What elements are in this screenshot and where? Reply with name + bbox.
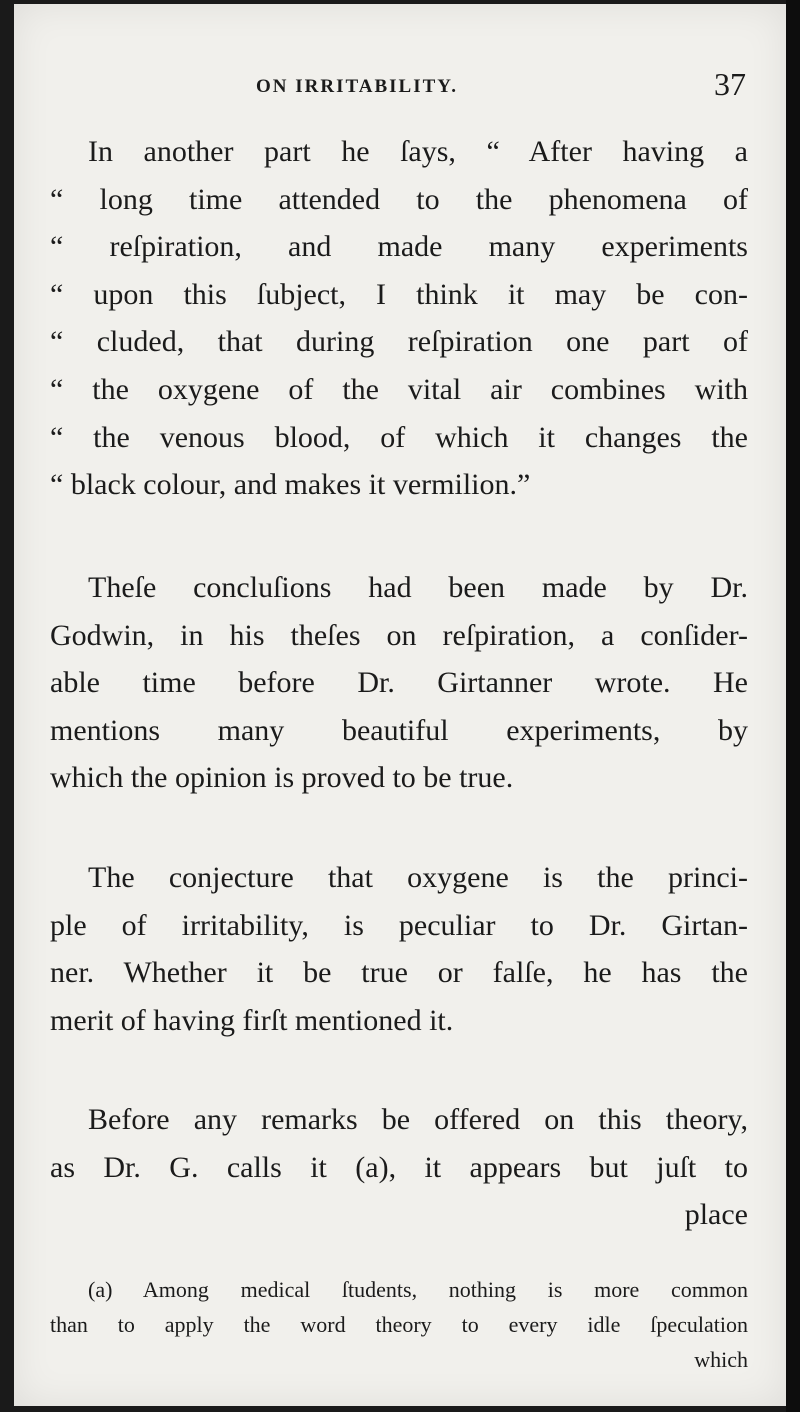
text-line: In another part he ſays, “ After having a: [88, 135, 748, 168]
footnote: [50, 1272, 748, 1377]
text-line: ner. Whether it be true or falſe, he has the: [50, 956, 748, 990]
text-line: Godwin, in his theſes on reſpiration, a conſider-: [50, 618, 748, 652]
text-line: which the opinion is proved to be true.: [50, 761, 514, 795]
page-shadow-edge: [786, 0, 800, 1412]
text-line: mentions many beautiful experiments, by: [50, 713, 748, 747]
text-line: able time before Dr. Girtanner wrote. He: [50, 666, 748, 700]
footnote-line: than to apply the word theory to every idle ſpeculation: [50, 1312, 748, 1337]
book-page: [14, 4, 786, 1406]
running-title: ON IRRITABILITY.: [256, 76, 458, 97]
text-line: The conjecture that oxygene is the princi-: [88, 861, 748, 894]
paragraph-4: [50, 1096, 748, 1239]
text-line: ple of irritability, is peculiar to Dr. Girtan-: [50, 908, 748, 942]
text-line: “ the venous blood, of which it changes the: [50, 420, 748, 454]
text-line: “ reſpiration, and made many experiments: [50, 230, 748, 264]
text-line: Before any remarks be offered on this theory,: [88, 1103, 748, 1136]
text-line: “ cluded, that during reſpiration one part of: [50, 325, 748, 359]
paragraph-3: [50, 854, 748, 1044]
text-line: Theſe concluſions had been made by Dr.: [88, 571, 748, 604]
page-number: 37: [714, 66, 746, 102]
text-line: merit of having firſt mentioned it.: [50, 1003, 454, 1037]
text-line: “ black colour, and makes it vermilion.”: [50, 468, 531, 502]
paragraph-1: [50, 128, 748, 509]
paragraph-2: [50, 564, 748, 802]
page-header: [14, 66, 786, 106]
text-line: “ the oxygene of the vital air combines with: [50, 372, 748, 406]
text-line: place: [684, 1198, 748, 1232]
footnote-line: which: [694, 1347, 748, 1372]
text-line: “ upon this ſubject, I think it may be con-: [50, 277, 748, 311]
footnote-line: (a) Among medical ſtudents, nothing is more common: [88, 1277, 748, 1302]
text-line: “ long time attended to the phenomena of: [50, 182, 748, 216]
text-line: as Dr. G. calls it (a), it appears but juſt to: [50, 1150, 748, 1184]
